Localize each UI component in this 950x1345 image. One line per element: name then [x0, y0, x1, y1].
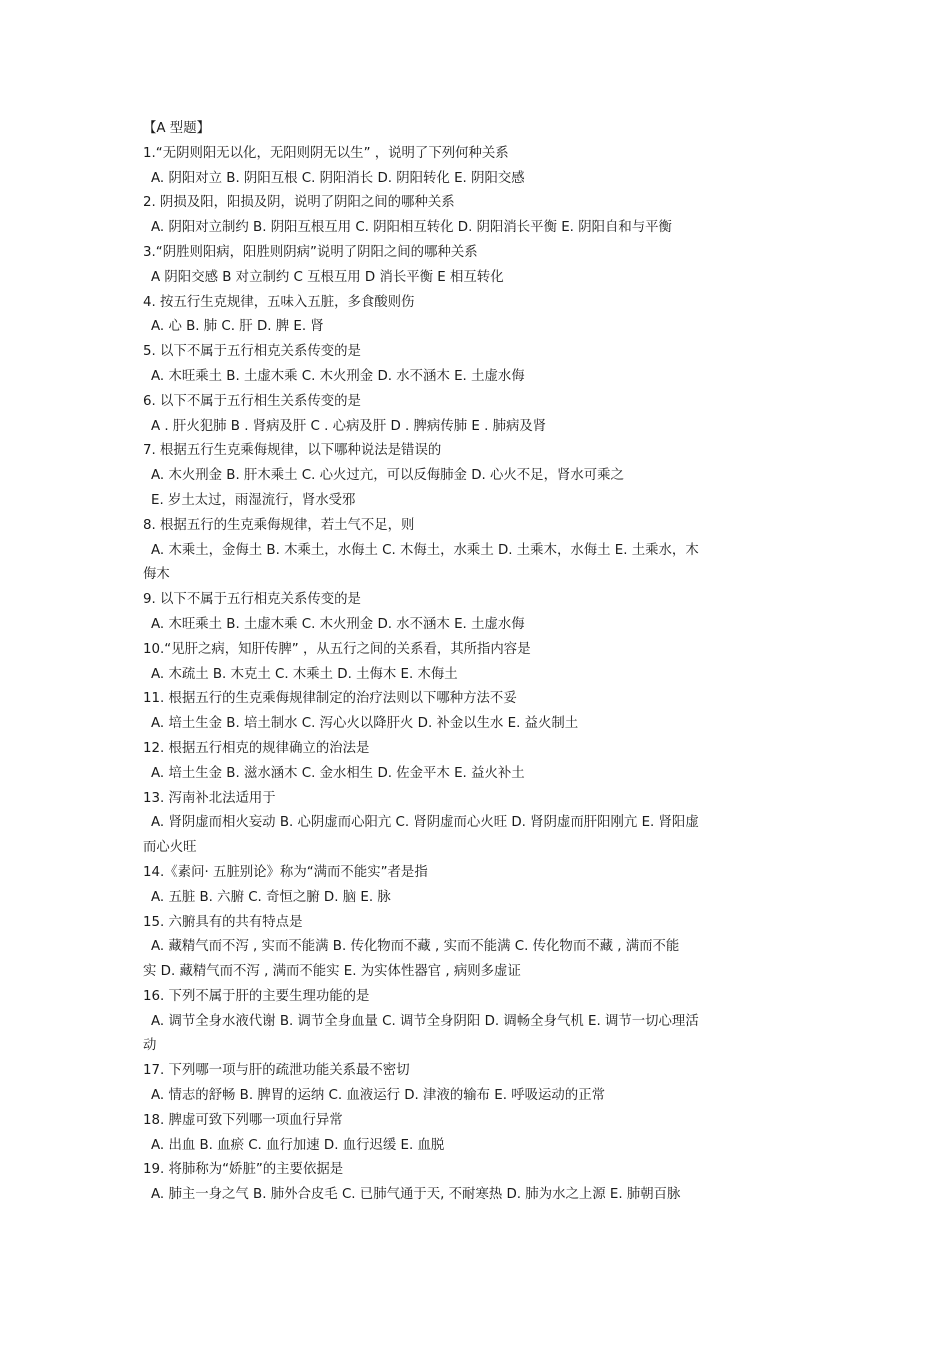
question-options: A. 肺主一身之气 B. 肺外合皮毛 C. 已肺气通于天, 不耐寒热 D. 肺为水之上源 E. 肺朝百脉	[151, 1187, 681, 1203]
question-options: A. 培土生金 B. 滋水涵木 C. 金水相生 D. 佐金平木 E. 益火补土	[151, 765, 525, 781]
question-options: A. 培土生金 B. 培土制水 C. 泻心火以降肝火 D. 补金以生水 E. 益火制土	[151, 716, 579, 732]
question-options: A. 情志的舒畅 B. 脾胃的运纳 C. 血液运行 D. 津液的输布 E. 呼吸运动的正常	[151, 1088, 605, 1104]
question-stem: 11. 根据五行的生克乘侮规律制定的治疗法则以下哪种方法不妥	[143, 691, 517, 707]
question-stem: 6. 以下不属于五行相生关系传变的是	[143, 393, 361, 409]
question-options: E. 岁土太过，雨湿流行，肾水受邪	[151, 492, 356, 508]
question-options: A. 木乘土，金侮土 B. 木乘土，水侮土 C. 木侮土，水乘土 D. 土乘木，水侮土 E. 土乘水，木	[151, 542, 699, 558]
question-options: A. 出血 B. 血瘀 C. 血行加速 D. 血行迟缓 E. 血脱	[151, 1137, 445, 1153]
question-options: A. 阴阳对立制约 B. 阴阳互根互用 C. 阴阳相互转化 D. 阴阳消长平衡 E. 阴阳自和与平衡	[151, 220, 672, 236]
section-title: 【A 型题】	[143, 121, 210, 136]
question-options: A. 木疏土 B. 木克土 C. 木乘土 D. 土侮木 E. 木侮土	[151, 666, 458, 682]
question-options: 侮木	[143, 567, 170, 583]
question-stem: 3.“阴胜则阳病，阳胜则阴病”说明了阴阳之间的哪种关系	[143, 244, 478, 260]
question-stem: 15. 六腑具有的共有特点是	[143, 914, 303, 930]
question-stem: 7. 根据五行生克乘侮规律，以下哪种说法是错误的	[143, 443, 442, 459]
question-options: A. 肾阴虚而相火妄动 B. 心阴虚而心阳亢 C. 肾阴虚而心火旺 D. 肾阴虚而肝阳刚亢 E. 肾阳虚	[151, 815, 699, 831]
question-stem: 2. 阴损及阳，阳损及阴，说明了阴阳之间的哪种关系	[143, 195, 455, 211]
question-options: A . 肝火犯肺 B . 肾病及肝 C . 心病及肝 D . 脾病传肺 E . 肺病及肾	[151, 418, 547, 434]
question-options: A 阴阳交感 B 对立制约 C 互根互用 D 消长平衡 E 相互转化	[151, 269, 504, 285]
question-stem: 9. 以下不属于五行相克关系传变的是	[143, 592, 361, 608]
question-options: A. 藏精气而不泻 , 实而不能满 B. 传化物而不藏 , 实而不能满 C. 传化物而不藏 , 满而不能	[151, 939, 680, 955]
question-options: A. 木旺乘土 B. 土虚木乘 C. 木火刑金 D. 水不涵木 E. 土虚水侮	[151, 616, 525, 632]
question-stem: 8. 根据五行的生克乘侮规律，若土气不足，则	[143, 517, 415, 533]
question-options: A. 木火刑金 B. 肝木乘土 C. 心火过亢，可以反侮肺金 D. 心火不足，肾水可乘之	[151, 468, 624, 484]
question-options: 动	[143, 1038, 157, 1054]
question-stem: 5. 以下不属于五行相克关系传变的是	[143, 344, 361, 360]
question-options: A. 调节全身水液代谢 B. 调节全身血量 C. 调节全身阴阳 D. 调畅全身气机 E. 调节一切心理活	[151, 1013, 699, 1029]
question-options: A. 五脏 B. 六腑 C. 奇恒之腑 D. 脑 E. 脉	[151, 889, 391, 905]
question-stem: 12. 根据五行相克的规律确立的治法是	[143, 740, 370, 756]
question-list	[143, 117, 808, 1208]
question-stem: 19. 将肺称为“娇脏”的主要依据是	[143, 1162, 344, 1178]
question-stem: 4. 按五行生克规律，五味入五脏，多食酸则伤	[143, 294, 415, 310]
question-stem: 10.“见肝之病，知肝传脾” ，从五行之间的关系看，其所指内容是	[143, 641, 531, 657]
question-stem: 1.“无阴则阳无以化，无阳则阴无以生” ，说明了下列何种关系	[143, 145, 509, 161]
question-options: A. 木旺乘土 B. 土虚木乘 C. 木火刑金 D. 水不涵木 E. 土虚水侮	[151, 368, 525, 384]
question-stem: 14.《素问· 五脏别论》称为“满而不能实”者是指	[143, 864, 428, 880]
question-stem: 18. 脾虚可致下列哪一项血行异常	[143, 1112, 343, 1128]
question-options: A. 阴阳对立 B. 阴阳互根 C. 阴阳消长 D. 阴阳转化 E. 阴阳交感	[151, 170, 525, 186]
question-stem: 16. 下列不属于肝的主要生理功能的是	[143, 988, 370, 1004]
question-options: A. 心 B. 肺 C. 肝 D. 脾 E. 肾	[151, 319, 324, 335]
question-stem: 17. 下列哪一项与肝的疏泄功能关系最不密切	[143, 1063, 410, 1079]
question-stem: 13. 泻南补北法适用于	[143, 790, 276, 806]
question-options: 实 D. 藏精气而不泻 , 满而不能实 E. 为实体性器官 , 病则多虚证	[143, 964, 521, 980]
question-options: 而心火旺	[143, 840, 197, 856]
